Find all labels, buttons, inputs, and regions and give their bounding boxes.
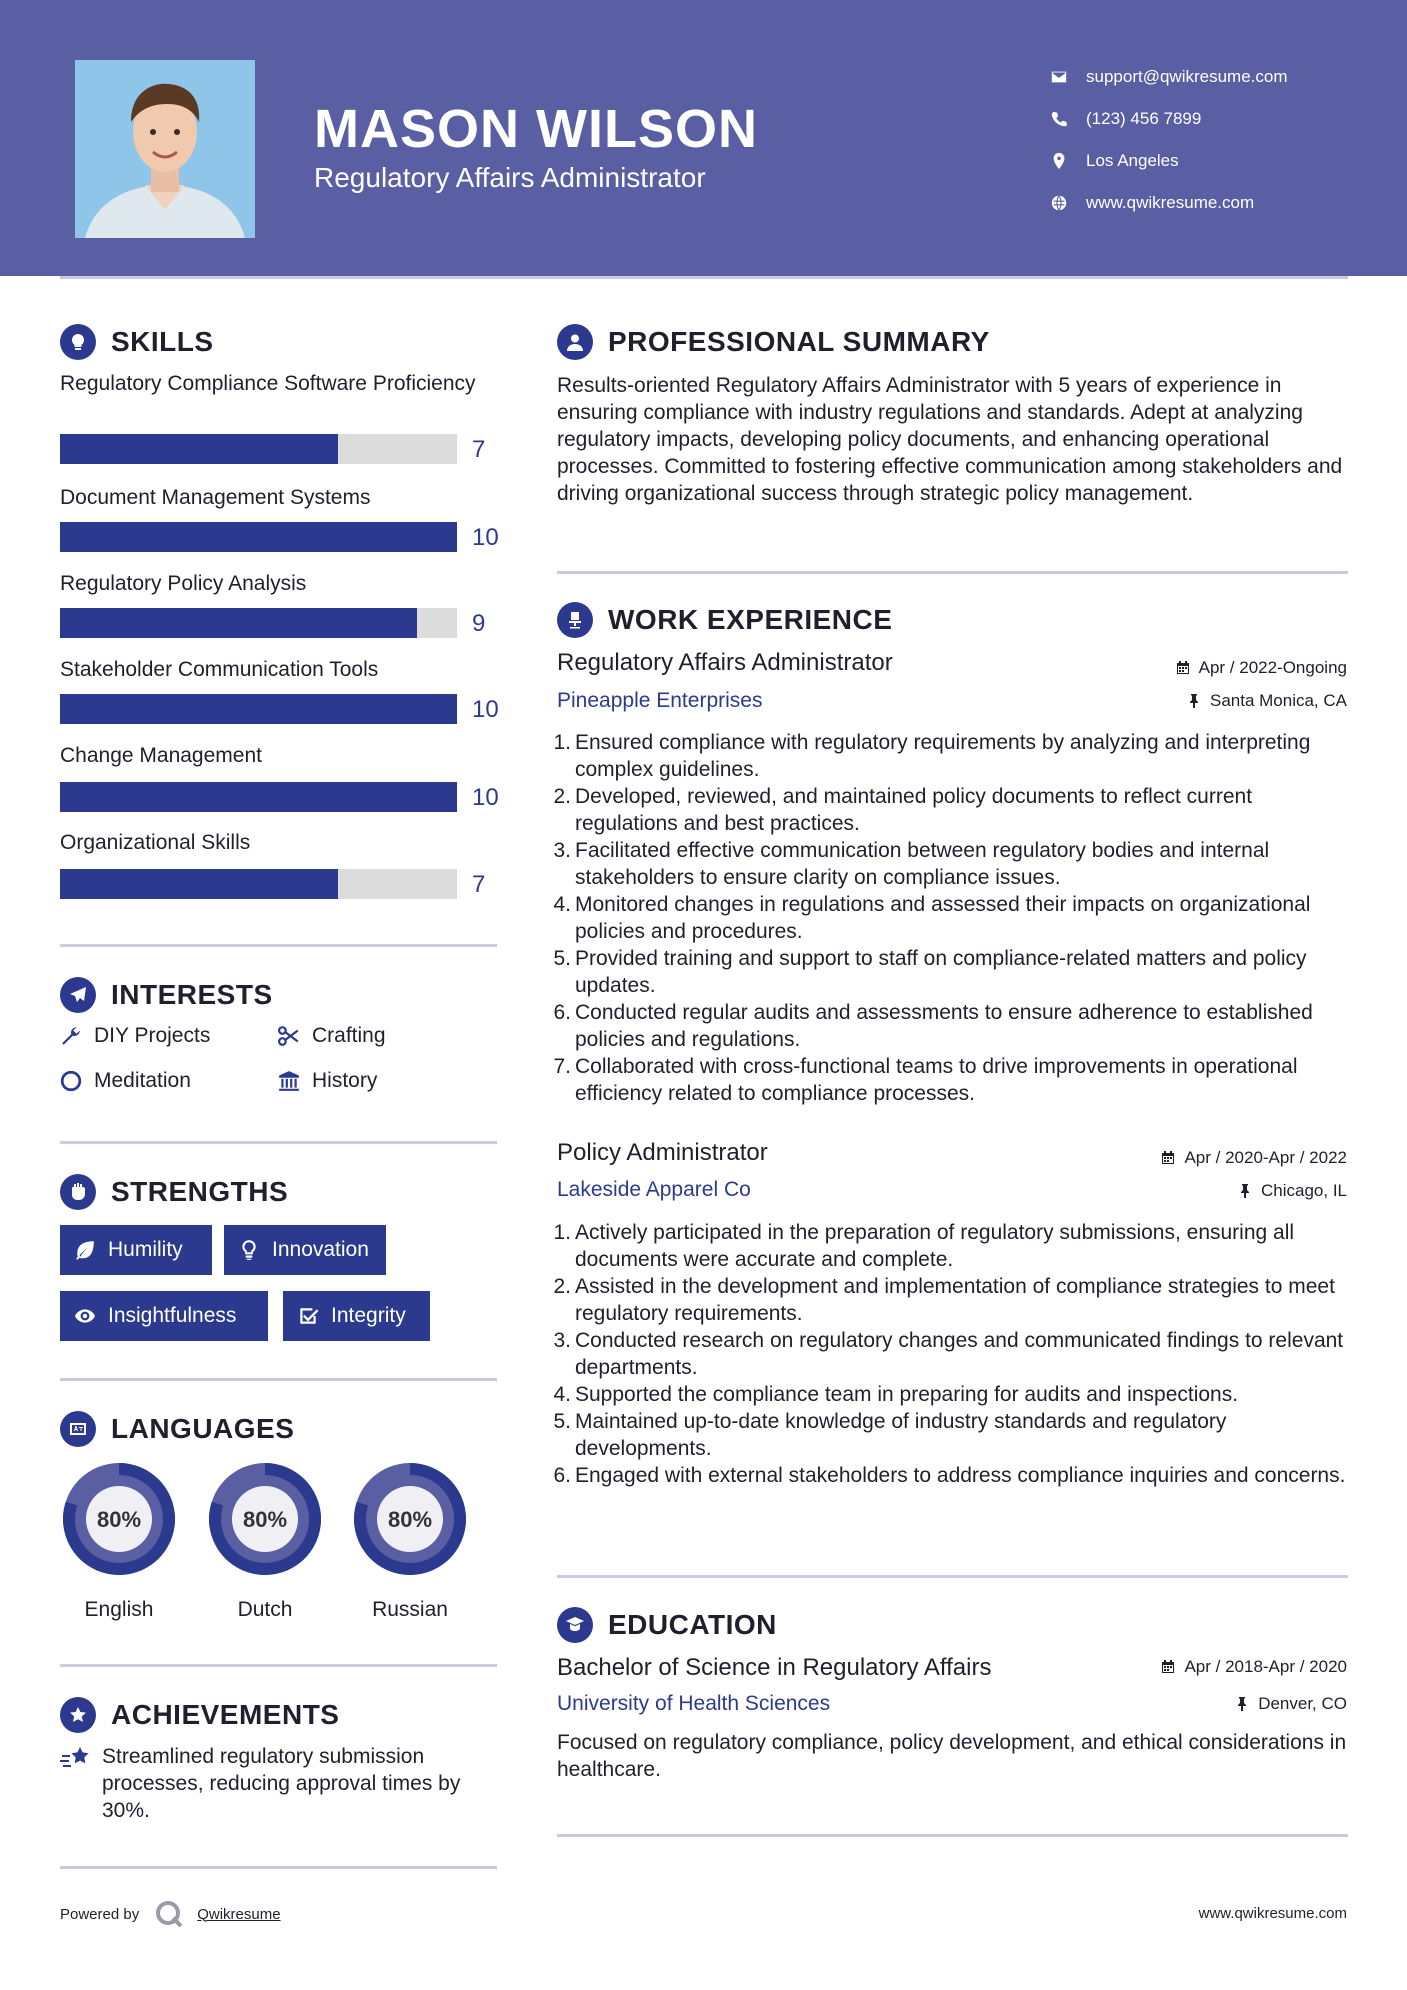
section-divider xyxy=(60,1866,497,1869)
job-title: Regulatory Affairs Administrator xyxy=(557,649,893,676)
contact-email[interactable] xyxy=(1050,56,1288,98)
duty-text: Ensured compliance with regulatory requirements by analyzing and interpreting complex guidelines. xyxy=(575,731,1311,781)
duty-text: Conducted research on regulatory changes and communicated findings to relevant departments. xyxy=(575,1329,1344,1379)
footer-powered-by xyxy=(60,1898,281,1930)
map-pin-icon xyxy=(1050,152,1068,170)
globe-icon xyxy=(1050,194,1068,212)
duty-item: 1. Ensured compliance with regulatory requirements by analyzing and interpreting complex guidelines. xyxy=(553,731,1311,781)
section-divider xyxy=(557,1575,1348,1578)
profile-photo xyxy=(75,60,255,238)
duty-text: Conducted regular audits and assessments to ensure adherence to established policies and regulations. xyxy=(575,1001,1313,1051)
skill-fill xyxy=(60,608,417,638)
duty-text: Actively participated in the preparation of regulatory submissions, ensuring all documents were accurate and complete. xyxy=(575,1221,1295,1271)
job-location xyxy=(1237,1181,1347,1201)
duty-text: Supported the compliance team in preparing for audits and inspections. xyxy=(575,1383,1239,1406)
job-location xyxy=(1186,691,1347,711)
skill-item xyxy=(60,370,500,463)
candidate-name: MASON WILSON xyxy=(314,99,758,159)
skill-name: Regulatory Policy Analysis xyxy=(60,572,307,595)
eye-icon xyxy=(74,1305,96,1327)
language-icon xyxy=(60,1411,96,1447)
duty-text: Developed, reviewed, and maintained policy documents to reflect current regulations and best practices. xyxy=(575,785,1253,835)
interest-label: History xyxy=(312,1069,378,1092)
skill-item xyxy=(60,570,500,637)
skill-fill xyxy=(60,522,457,552)
language-item xyxy=(58,1458,180,1622)
contact-location xyxy=(1050,140,1288,182)
email-text: support@qwikresume.com xyxy=(1086,67,1288,86)
strength-badge xyxy=(283,1291,430,1341)
skill-item xyxy=(60,829,500,898)
duty-item: 4. Supported the compliance team in preparing for audits and inspections. xyxy=(553,1383,1239,1406)
skill-fill xyxy=(60,434,338,464)
education-title: EDUCATION xyxy=(608,1609,777,1640)
phone-text: (123) 456 7899 xyxy=(1086,109,1202,128)
job-dates-text: Apr / 2020-Apr / 2022 xyxy=(1184,1148,1347,1167)
skill-fill xyxy=(60,694,457,724)
location-text: Los Angeles xyxy=(1086,151,1179,170)
skill-item xyxy=(60,484,500,551)
duty-text: Maintained up-to-date knowledge of industry standards and regulatory developments. xyxy=(575,1410,1227,1460)
section-divider xyxy=(60,1141,497,1144)
duty-item: 2. Developed, reviewed, and maintained policy documents to reflect current regulations and best practices. xyxy=(553,785,1253,835)
pushpin-icon xyxy=(1237,1183,1253,1199)
skill-name: Document Management Systems xyxy=(60,486,371,509)
job-dates-text: Apr / 2022-Ongoing xyxy=(1198,658,1347,677)
lightbulb-icon xyxy=(238,1239,260,1261)
language-ring xyxy=(204,1458,326,1580)
languages-heading xyxy=(60,1411,294,1447)
achievements-heading xyxy=(60,1697,339,1733)
contact-phone[interactable] xyxy=(1050,98,1288,140)
duty-text: Provided training and support to staff on compliance-related matters and policy updates. xyxy=(575,947,1307,997)
skill-value: 9 xyxy=(472,610,486,637)
duty-list xyxy=(553,729,1355,1107)
skill-value: 10 xyxy=(472,524,499,551)
achievement-text: Streamlined regulatory submission processes, reducing approval times by 30%. xyxy=(102,1745,461,1822)
skill-value: 10 xyxy=(472,784,499,811)
skill-value: 7 xyxy=(472,436,486,463)
footer-website[interactable]: www.qwikresume.com xyxy=(1198,1905,1347,1922)
qwikresume-link[interactable]: Qwikresume xyxy=(197,1905,281,1923)
section-divider xyxy=(557,571,1348,574)
calendar-icon xyxy=(1160,1659,1176,1675)
skill-fill xyxy=(60,869,338,899)
fist-icon xyxy=(60,1174,96,1210)
powered-by-text: Powered by xyxy=(60,1905,140,1923)
interest-item xyxy=(278,1069,377,1093)
duty-item: 5. Provided training and support to staff on compliance-related matters and policy updates. xyxy=(553,947,1307,997)
section-divider xyxy=(60,944,497,947)
strength-badge xyxy=(60,1225,212,1275)
language-name: English xyxy=(84,1598,154,1621)
interests-title: INTERESTS xyxy=(111,979,273,1010)
duty-item: 7. Collaborated with cross-functional teams to drive improvements in operational efficiency related to compliance processes. xyxy=(553,1055,1298,1105)
interest-label: Crafting xyxy=(312,1024,386,1047)
interest-item xyxy=(60,1069,191,1093)
strengths-title: STRENGTHS xyxy=(111,1176,289,1207)
company-name[interactable]: Lakeside Apparel Co xyxy=(557,1178,751,1201)
degree-title: Bachelor of Science in Regulatory Affairs xyxy=(557,1654,992,1681)
job-location-text: Chicago, IL xyxy=(1261,1181,1347,1200)
section-divider xyxy=(60,1664,497,1667)
skill-item xyxy=(60,656,500,723)
school-name[interactable]: University of Health Sciences xyxy=(557,1692,831,1715)
education-dates xyxy=(1160,1657,1347,1677)
achievement-item xyxy=(60,1743,500,1824)
duty-item: 3. Facilitated effective communication between regulatory bodies and internal stakeholders to ensure clarity on compliance issues. xyxy=(553,839,1270,889)
lightbulb-icon xyxy=(60,324,96,360)
language-percent: 80% xyxy=(387,1507,433,1532)
strength-badge xyxy=(224,1225,386,1275)
qwikresume-logo-icon xyxy=(153,1898,185,1930)
language-ring xyxy=(58,1458,180,1580)
calendar-icon xyxy=(1160,1150,1176,1166)
skill-bar xyxy=(60,782,457,812)
interests-heading xyxy=(60,977,273,1013)
strength-label: Innovation xyxy=(272,1238,369,1261)
skill-value: 7 xyxy=(472,871,486,898)
resume-header xyxy=(0,0,1407,276)
pushpin-icon xyxy=(1186,693,1202,709)
strength-label: Humility xyxy=(108,1238,183,1261)
duty-text: Assisted in the development and implementation of compliance strategies to meet regulatory requirements. xyxy=(575,1275,1335,1325)
duty-text: Collaborated with cross-functional teams to drive improvements in operational efficiency related to compliance processes. xyxy=(575,1055,1298,1105)
job-dates xyxy=(1160,1148,1347,1168)
duty-text: Monitored changes in regulations and assessed their impacts on organizational policies and procedures. xyxy=(575,893,1311,943)
language-item xyxy=(204,1458,326,1622)
paper-plane-icon xyxy=(60,977,96,1013)
checkbox-icon xyxy=(297,1305,319,1327)
summary-text: Results-oriented Regulatory Affairs Administrator with 5 years of experience in ensuring compliance with industry regulations and standards. Adept at analyzing regulatory impacts, developing policy documents, and enhancing operational processes. Committed to fostering effective communication among stakeholders and driving organizational success through strategic policy management. xyxy=(557,374,1343,505)
strength-badge xyxy=(60,1291,268,1341)
education-description: Focused on regulatory compliance, policy development, and ethical considerations in healthcare. xyxy=(557,1731,1347,1781)
museum-icon xyxy=(278,1070,300,1092)
contact-website[interactable] xyxy=(1050,182,1288,224)
duty-item: 6. Conducted regular audits and assessments to ensure adherence to established policies and regulations. xyxy=(553,1001,1313,1051)
company-name[interactable]: Pineapple Enterprises xyxy=(557,689,763,712)
duty-item: 6. Engaged with external stakeholders to address compliance inquiries and concerns. xyxy=(553,1464,1346,1487)
summary-title: PROFESSIONAL SUMMARY xyxy=(608,326,990,357)
strengths-heading xyxy=(60,1174,288,1210)
wrench-icon xyxy=(60,1025,82,1047)
office-chair-icon xyxy=(557,602,593,638)
language-item xyxy=(349,1458,471,1622)
envelope-icon xyxy=(1050,68,1068,86)
duty-item: 1. Actively participated in the preparation of regulatory submissions, ensuring all documents were accurate and complete. xyxy=(553,1221,1295,1271)
skill-name: Regulatory Compliance Software Proficiency xyxy=(60,372,476,395)
education-dates-text: Apr / 2018-Apr / 2020 xyxy=(1184,1657,1347,1676)
duty-item: 4. Monitored changes in regulations and assessed their impacts on organizational policies and procedures. xyxy=(553,893,1311,943)
strength-label: Integrity xyxy=(331,1304,406,1327)
scissors-icon xyxy=(278,1025,300,1047)
language-percent: 80% xyxy=(242,1507,288,1532)
strength-label: Insightfulness xyxy=(108,1304,237,1327)
header-divider xyxy=(60,276,1348,279)
shooting-star-icon xyxy=(60,1745,92,1773)
star-badge-icon xyxy=(60,1697,96,1733)
skill-bar xyxy=(60,608,457,638)
contact-block xyxy=(1050,56,1288,224)
skills-title: SKILLS xyxy=(111,326,214,357)
skill-name: Stakeholder Communication Tools xyxy=(60,658,379,681)
skill-bar xyxy=(60,522,457,552)
website-text: www.qwikresume.com xyxy=(1086,193,1255,212)
user-icon xyxy=(557,324,593,360)
interest-item xyxy=(60,1024,210,1048)
education-heading xyxy=(557,1607,777,1643)
summary-heading xyxy=(557,324,990,360)
job-title: Policy Administrator xyxy=(557,1139,768,1166)
education-location-text: Denver, CO xyxy=(1258,1694,1347,1713)
job-location-text: Santa Monica, CA xyxy=(1209,691,1347,710)
job-dates xyxy=(1175,658,1347,678)
duty-item: 2. Assisted in the development and implementation of compliance strategies to meet regulatory requirements. xyxy=(553,1275,1335,1325)
language-name: Russian xyxy=(372,1598,448,1621)
skill-item xyxy=(60,742,500,811)
skill-bar xyxy=(60,694,457,724)
experience-title: WORK EXPERIENCE xyxy=(608,604,893,635)
candidate-title: Regulatory Affairs Administrator xyxy=(314,162,706,193)
section-divider xyxy=(557,1834,1348,1837)
circle-icon xyxy=(60,1070,82,1092)
interest-label: DIY Projects xyxy=(94,1024,211,1047)
achievements-title: ACHIEVEMENTS xyxy=(111,1699,340,1730)
interest-label: Meditation xyxy=(94,1069,191,1092)
experience-heading xyxy=(557,602,892,638)
graduate-icon xyxy=(557,1607,593,1643)
skill-name: Change Management xyxy=(60,744,262,767)
skill-bar xyxy=(60,434,457,464)
duty-list xyxy=(553,1219,1355,1489)
duty-item: 5. Maintained up-to-date knowledge of industry standards and regulatory developments. xyxy=(553,1410,1227,1460)
language-ring xyxy=(349,1458,471,1580)
skill-name: Organizational Skills xyxy=(60,831,251,854)
language-name: Dutch xyxy=(237,1598,293,1621)
section-divider xyxy=(60,1378,497,1381)
interest-item xyxy=(278,1024,386,1048)
duty-text: Facilitated effective communication between regulatory bodies and internal stakeholders to ensure clarity on compliance issues. xyxy=(575,839,1270,889)
education-location xyxy=(1234,1694,1347,1714)
phone-icon xyxy=(1050,110,1068,128)
skill-value: 10 xyxy=(472,696,499,723)
leaf-icon xyxy=(74,1239,96,1261)
skills-heading xyxy=(60,324,214,360)
duty-item: 3. Conducted research on regulatory changes and communicated findings to relevant departments. xyxy=(553,1329,1344,1379)
calendar-icon xyxy=(1175,660,1191,676)
duty-text: Engaged with external stakeholders to address compliance inquiries and concerns. xyxy=(575,1464,1346,1487)
skill-fill xyxy=(60,782,457,812)
languages-title: LANGUAGES xyxy=(111,1413,295,1444)
skill-bar xyxy=(60,869,457,899)
pushpin-icon xyxy=(1234,1696,1250,1712)
language-percent: 80% xyxy=(96,1507,142,1532)
